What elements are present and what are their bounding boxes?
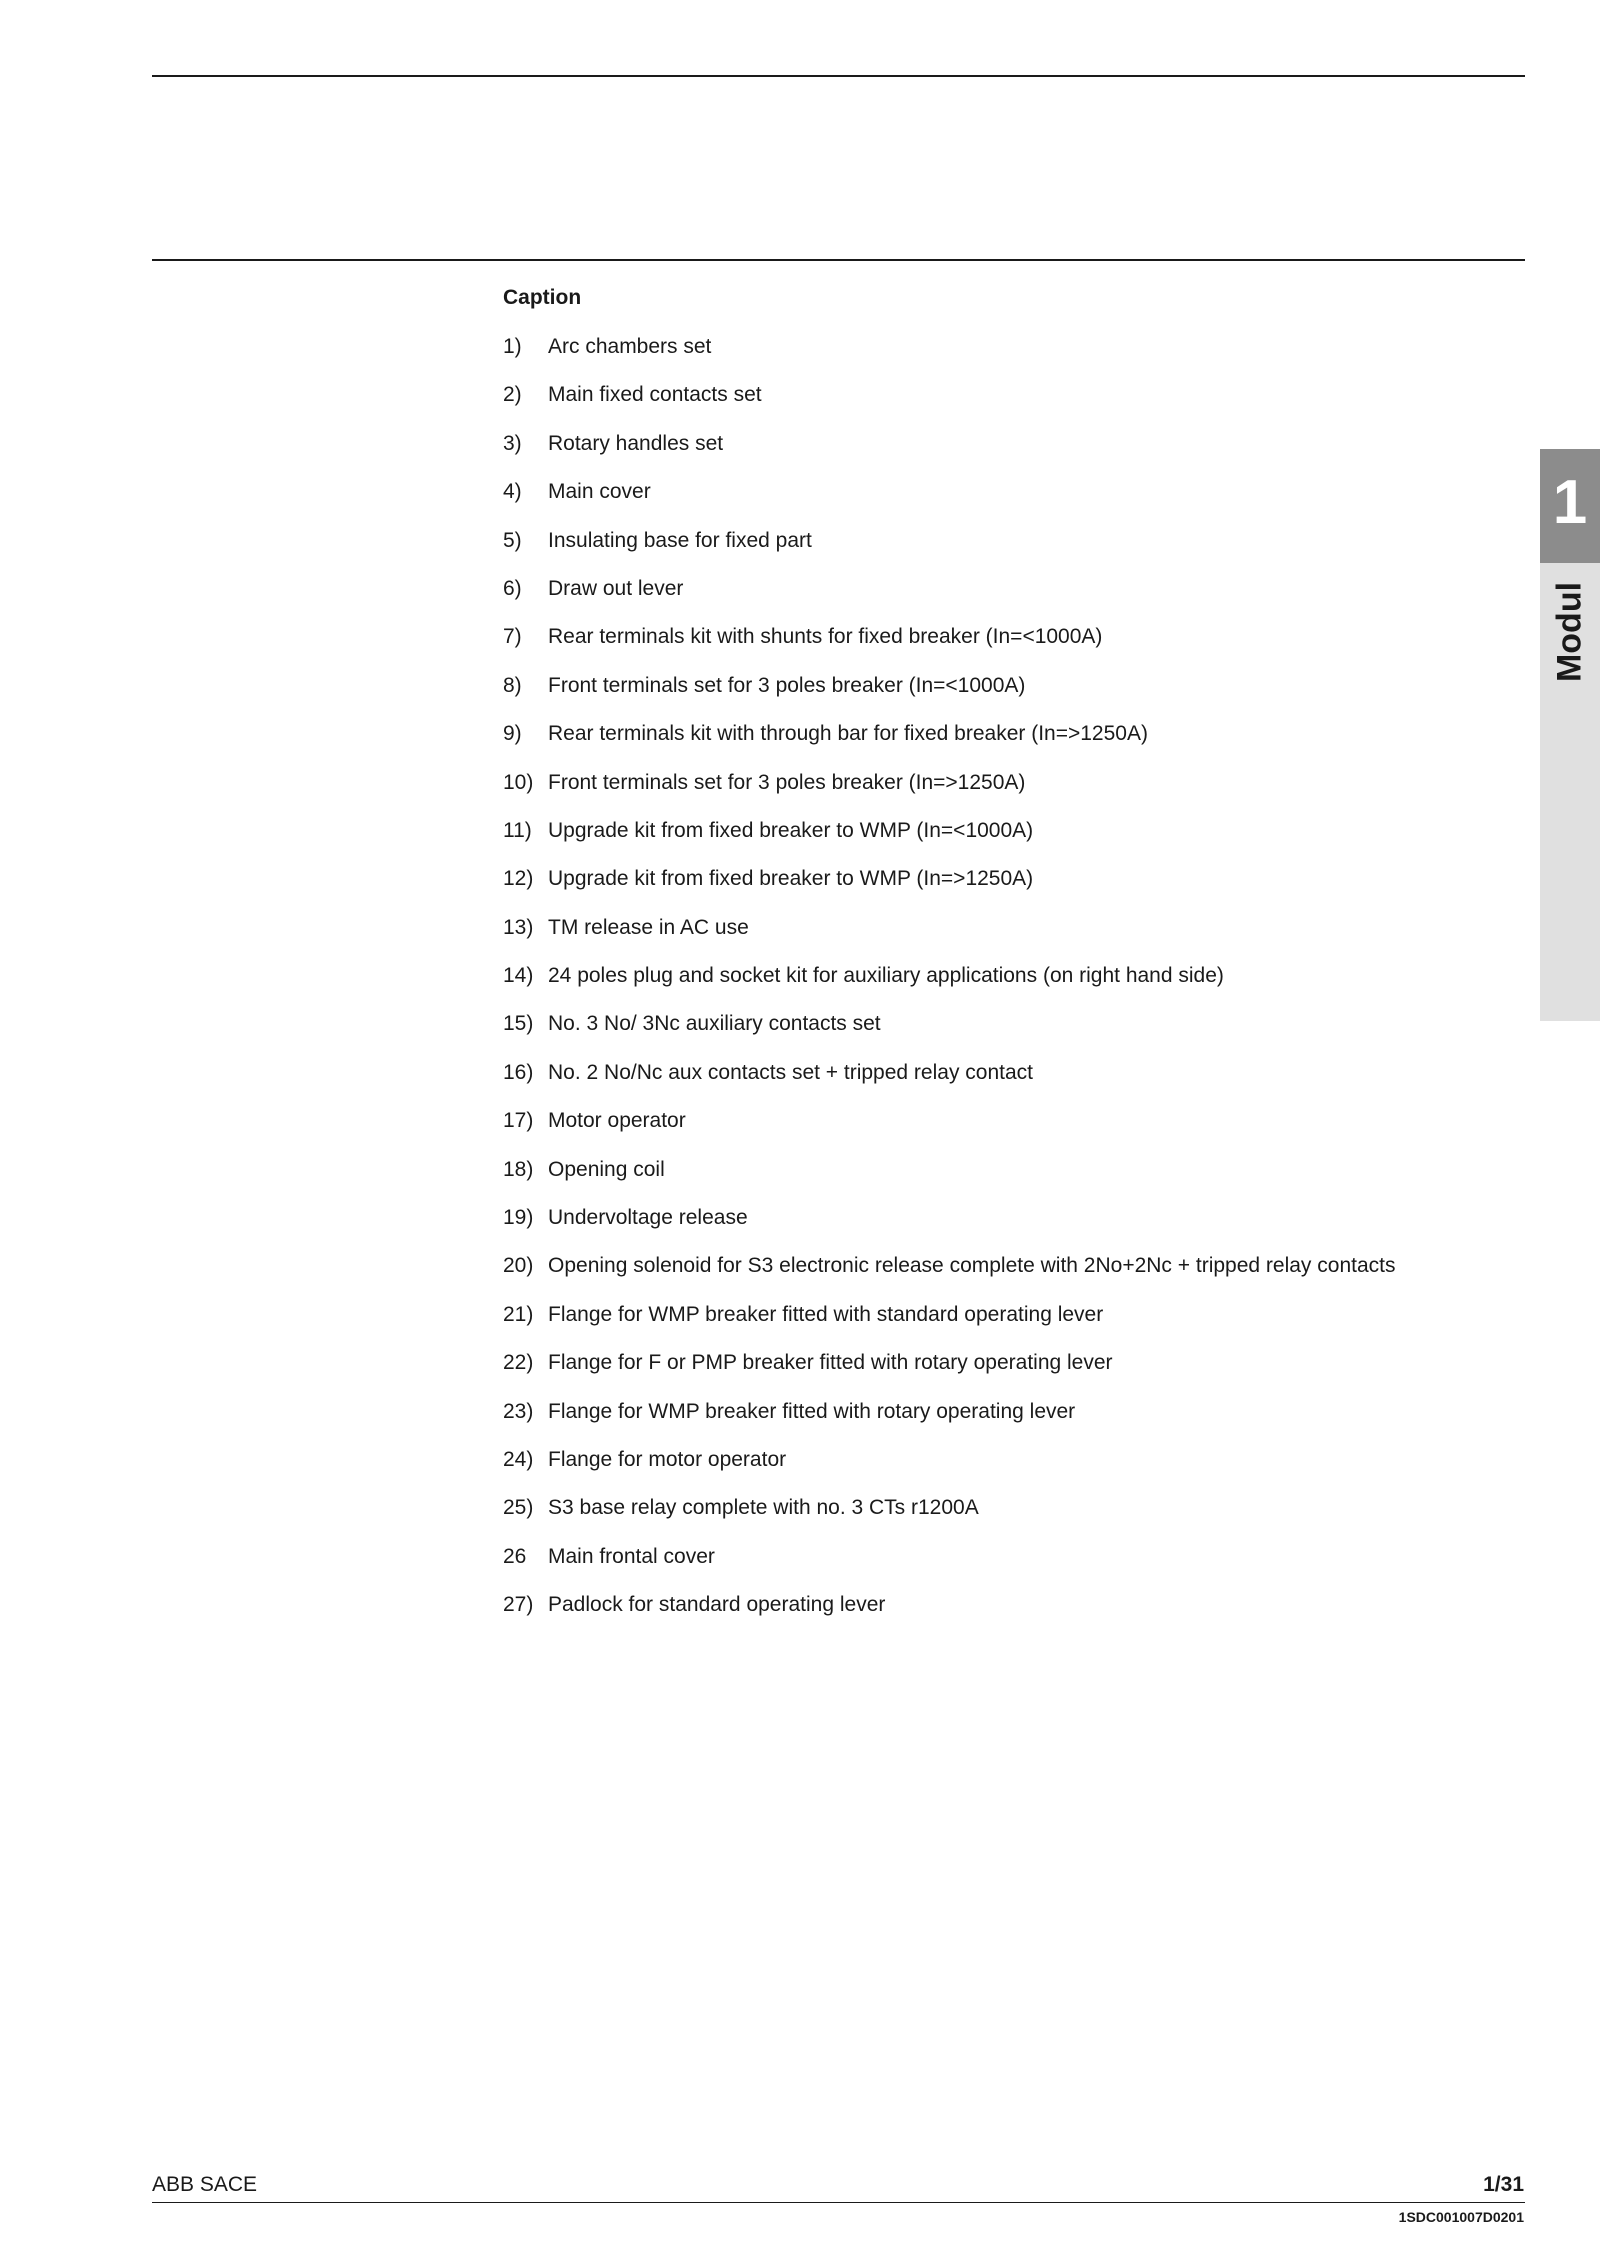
caption-item-number: 26 <box>503 1544 527 1568</box>
caption-item-number: 8) <box>503 673 522 697</box>
caption-item <box>503 1058 1395 1106</box>
caption-item-number: 20) <box>503 1254 534 1278</box>
caption-item-number: 11) <box>503 818 532 842</box>
caption-item <box>503 768 1395 816</box>
caption-item-text: Rear terminals kit with shunts for fixed breaker (In=<1000A) <box>548 625 1103 649</box>
caption-item-number: 15) <box>503 1012 534 1036</box>
caption-item <box>503 380 1395 428</box>
caption-item-text: Opening coil <box>548 1157 665 1181</box>
caption-item-number: 27) <box>503 1593 534 1617</box>
caption-item-number: 18) <box>503 1157 534 1181</box>
caption-item-text: Main fixed contacts set <box>548 383 762 407</box>
caption-item <box>503 332 1395 380</box>
caption-item-number: 17) <box>503 1109 534 1133</box>
caption-item-number: 16) <box>503 1060 534 1084</box>
caption-item-number: 1) <box>503 335 522 358</box>
caption-item-text: Rotary handles set <box>548 431 724 455</box>
caption-item-text: Flange for WMP breaker fitted with rotary operating lever <box>548 1399 1076 1423</box>
caption-item <box>503 1009 1395 1057</box>
caption-item-number: 21) <box>503 1302 534 1326</box>
caption-item-text: No. 2 No/Nc aux contacts set + tripped relay contact <box>548 1060 1033 1084</box>
caption-item <box>503 816 1395 864</box>
caption-item <box>503 719 1395 767</box>
section-number: 1 <box>1552 468 1588 537</box>
caption-item <box>503 1251 1395 1299</box>
header-rule-bottom <box>152 259 1525 261</box>
caption-item-number: 24) <box>503 1447 534 1471</box>
caption-item <box>503 1493 1395 1541</box>
header-rule-top <box>152 75 1525 77</box>
caption-item-number: 19) <box>503 1206 534 1230</box>
caption-item-text: Motor operator <box>548 1109 686 1133</box>
caption-item-number: 9) <box>503 722 522 746</box>
caption-item-text: TM release in AC use <box>548 915 749 939</box>
caption-item <box>503 913 1395 961</box>
caption-item <box>503 526 1395 574</box>
caption-item <box>503 864 1395 912</box>
caption-item-text: Flange for WMP breaker fitted with standard operating lever <box>548 1302 1104 1326</box>
caption-item-text: Flange for F or PMP breaker fitted with rotary operating lever <box>548 1351 1113 1375</box>
caption-item-number: 7) <box>503 625 522 649</box>
caption-item-text: Undervoltage release <box>548 1206 748 1230</box>
caption-item-text: S3 base relay complete with no. 3 CTs r1200A <box>548 1496 979 1520</box>
caption-item-text: Upgrade kit from fixed breaker to WMP (In=<1000A) <box>548 818 1034 842</box>
caption-item <box>503 1300 1395 1348</box>
section-label: Modul <box>1550 581 1589 683</box>
footer-company: ABB SACE <box>152 2173 258 2196</box>
caption-item <box>503 1590 1395 1638</box>
caption-item <box>503 477 1395 525</box>
caption-title: Caption <box>503 286 582 309</box>
caption-item <box>503 622 1395 670</box>
footer-page-number: 1/31 <box>1483 2173 1524 2196</box>
caption-item-number: 23) <box>503 1399 534 1423</box>
caption-item-number: 6) <box>503 576 522 600</box>
caption-item-number: 25) <box>503 1496 534 1520</box>
caption-item <box>503 961 1395 1009</box>
caption-item-text: Main frontal cover <box>548 1544 715 1568</box>
caption-item-number: 2) <box>503 383 522 407</box>
section-tab-number <box>1540 449 1600 563</box>
caption-item-text: 24 poles plug and socket kit for auxiliary applications (on right hand side) <box>548 964 1224 988</box>
caption-item-text: Opening solenoid for S3 electronic release complete with 2No+2Nc + tripped relay contacts <box>548 1254 1396 1278</box>
caption-item-text: Main cover <box>548 480 651 504</box>
caption-item-number: 3) <box>503 431 522 455</box>
caption-item <box>503 1203 1395 1251</box>
caption-item <box>503 1542 1395 1590</box>
caption-item <box>503 1348 1395 1396</box>
caption-item-text: Draw out lever <box>548 576 684 600</box>
footer-doc-code: 1SDC001007D0201 <box>1398 2209 1524 2225</box>
caption-item-text: Front terminals set for 3 poles breaker (In=<1000A) <box>548 673 1026 697</box>
caption-item-text: Upgrade kit from fixed breaker to WMP (In=>1250A) <box>548 867 1034 891</box>
caption-item-text: Insulating base for fixed part <box>548 528 812 552</box>
caption-item-number: 22) <box>503 1351 534 1375</box>
caption-item-text: No. 3 No/ 3Nc auxiliary contacts set <box>548 1012 881 1036</box>
caption-item-number: 13) <box>503 915 534 939</box>
footer-rule <box>152 2202 1525 2203</box>
caption-item <box>503 574 1395 622</box>
caption-item <box>503 429 1395 477</box>
caption-item-number: 4) <box>503 480 522 504</box>
caption-item-number: 14) <box>503 964 534 988</box>
caption-item-number: 10) <box>503 770 534 794</box>
caption-item-text: Rear terminals kit with through bar for fixed breaker (In=>1250A) <box>548 722 1148 746</box>
caption-item <box>503 1445 1395 1493</box>
caption-item-text: Padlock for standard operating lever <box>548 1593 886 1617</box>
caption-item <box>503 1397 1395 1445</box>
caption-item <box>503 1106 1395 1154</box>
caption-item <box>503 1155 1395 1203</box>
caption-item-text: Arc chambers set <box>548 335 712 358</box>
caption-item <box>503 671 1395 719</box>
caption-list <box>503 332 1395 1639</box>
caption-item-text: Flange for motor operator <box>548 1447 787 1471</box>
caption-item-text: Front terminals set for 3 poles breaker (In=>1250A) <box>548 770 1026 794</box>
caption-item-number: 5) <box>503 528 522 552</box>
caption-item-number: 12) <box>503 867 534 891</box>
